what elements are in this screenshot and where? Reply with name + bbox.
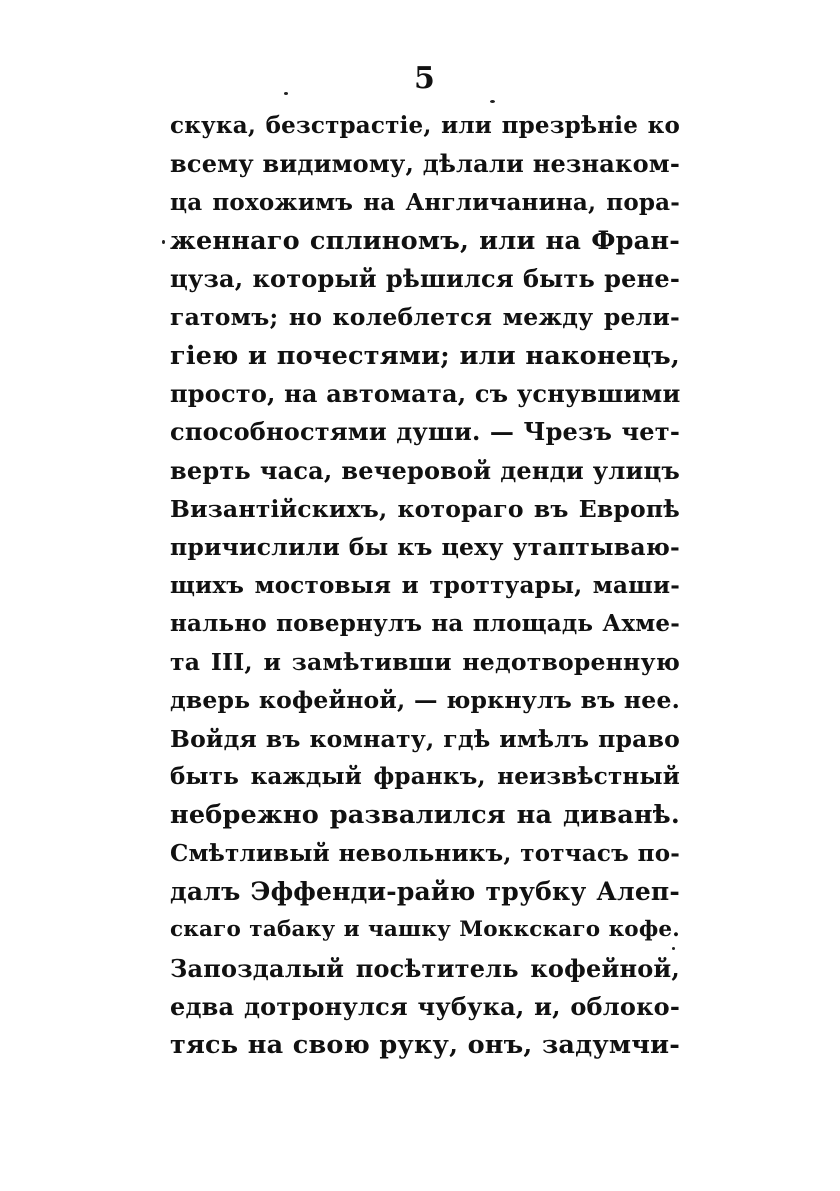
- text-line: причислили бы къ цеху утаптываю-: [170, 533, 680, 562]
- text-line: едва дотронулся чубука, и, облоко-: [170, 991, 680, 1021]
- text-line: щихъ мостовыя и троттуары, маши-: [170, 571, 680, 599]
- ink-speck: [490, 100, 495, 103]
- page-number: 5: [414, 61, 435, 96]
- text-line: способностями души. — Чрезъ чет-: [170, 417, 680, 447]
- ink-speck: [162, 240, 165, 244]
- text-line: гіею и почестями; или наконецъ,: [170, 340, 680, 371]
- text-line: Войдя въ комнату, гдѣ имѣлъ право: [170, 724, 680, 753]
- text-line: Византійскихъ, котораго въ Европѣ: [170, 494, 680, 523]
- text-line: скука, безстрастіе, или презрѣніе ко: [170, 112, 680, 139]
- text-line: просто, на автомата, съ уснувшими: [170, 379, 681, 409]
- text-line: женнаго сплиномъ, или на Фран-: [170, 225, 680, 256]
- text-line: тясь на свою руку, онъ, задумчи-: [170, 1030, 680, 1061]
- text-line: Смѣтливый невольникъ, тотчасъ по-: [170, 839, 680, 867]
- ink-speck: [284, 92, 288, 95]
- body-text: [170, 107, 680, 1064]
- text-line: небрежно развалился на диванѣ.: [170, 800, 680, 831]
- text-line: далъ Эффенди-райю трубку Алеп-: [170, 876, 680, 906]
- text-line: всему видимому, дѣлали незнаком-: [170, 149, 680, 179]
- text-line: Запоздалый посѣтитель кофейной,: [170, 953, 680, 983]
- text-line: дверь кофейной, — юркнулъ въ нее.: [170, 686, 680, 715]
- text-line: быть каждый франкъ, неизвѣстный: [170, 763, 680, 791]
- text-line: верть часа, вечеровой денди улицъ: [170, 455, 680, 485]
- text-line: та III, и замѣтивши недотворенную: [170, 648, 680, 677]
- text-line: скаго табаку и чашку Моккскаго кофе.: [170, 917, 680, 943]
- text-line: цуза, который рѣшился быть рене-: [170, 264, 680, 294]
- text-line: гатомъ; но колеблется между рели-: [170, 303, 680, 332]
- text-line: ца похожимъ на Англичанина, пора-: [170, 188, 680, 216]
- text-line: нально повернулъ на площадь Ахме-: [170, 609, 680, 637]
